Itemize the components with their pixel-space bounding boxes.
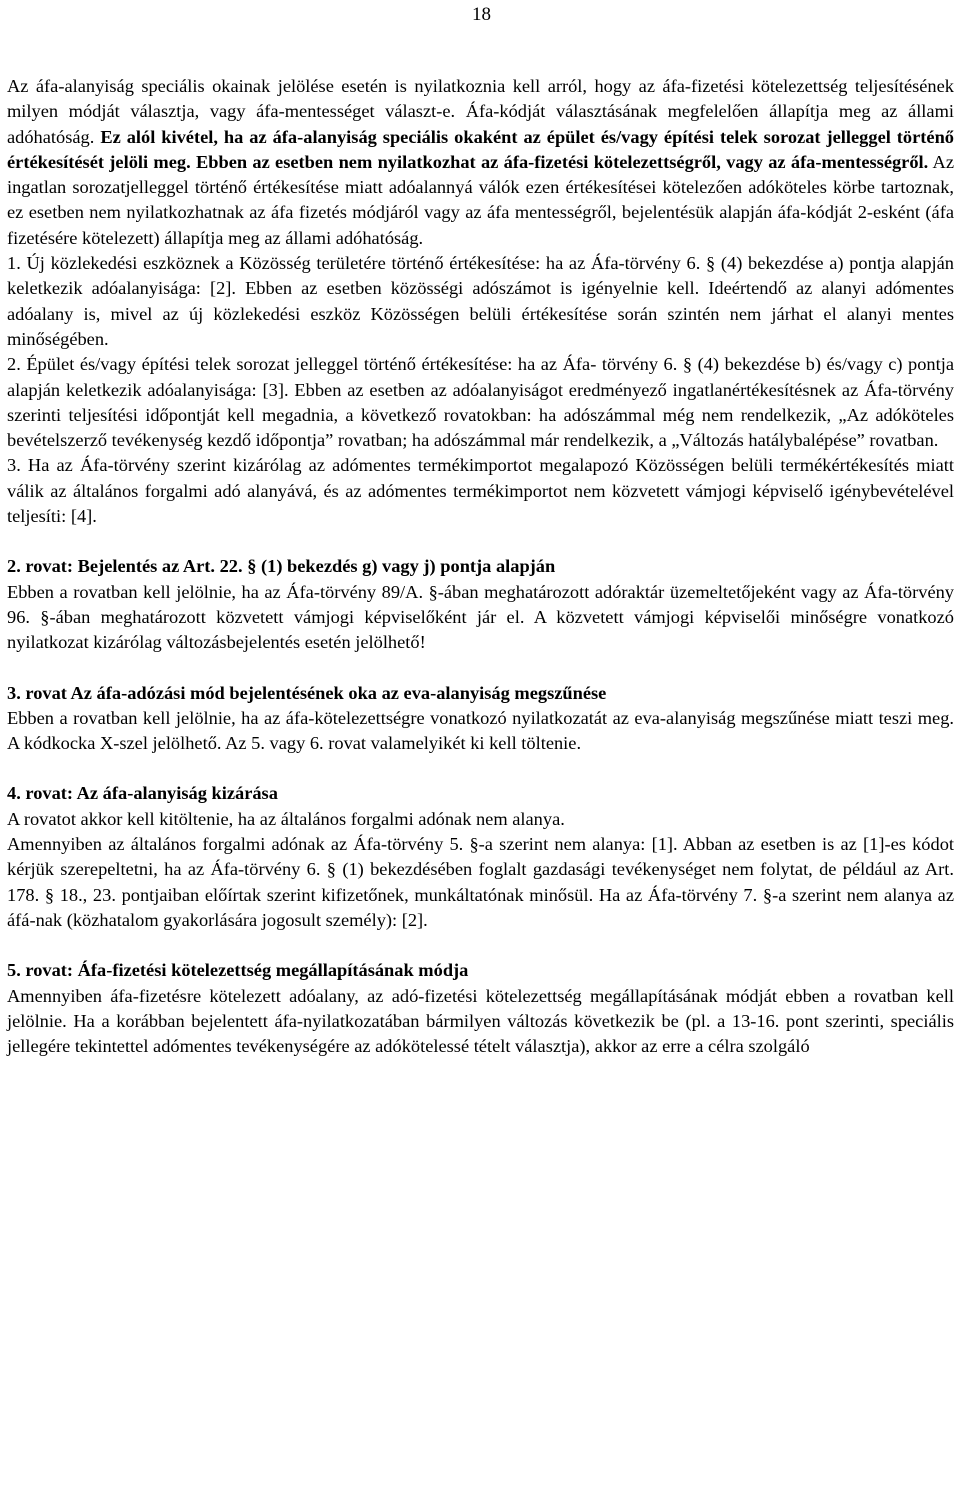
list-item-2: 2. Épület és/vagy építési telek sorozat jelleggel történő értékesítése: ha az Áfa- törvény 6. § (4) bekezdése b) és/vagy c) pontja alapján keletkezik adóalanyisága: [3]. Ebben az esetben az adóalanyiságot eredményező ingatlanértékesítésnek az Áfa-törvény szerinti teljesítési időpontját kell megadnia, a következő rovatokban: ha adószámmal még nem rendelkezik, „Az adóköteles bevételszerző tevékenység kezdő időpontja” rovatban; ha adószámmal már rendelkezik, a „Változás hatálybalépése” rovatban. (7, 354, 954, 451)
section-2-heading: 2. rovat: Bejelentés az Art. 22. § (1) bekezdés g) vagy j) pontja alapján (7, 556, 556, 577)
section-5-body: Amennyiben áfa-fizetésre kötelezett adóalany, az adó-fizetési kötelezettség megállapításának módját ebben a rovatban kell jelölnie. Ha a korábban bejelentett áfa-nyilatkozatában bármilyen változás következik be (pl. a 13-16. pont szerinti, speciális jellegére tekintettel adómentes tevékenységére az adókötelessé tételt választja), akkor az erre a célra szolgáló (7, 985, 954, 1057)
section-3-heading: 3. rovat Az áfa-adózási mód bejelentésének oka az eva-alanyiság megszűnése (7, 682, 607, 703)
section-3-body: Ebben a rovatban kell jelölnie, ha az áfa-kötelezettségre vonatkozó nyilatkozatát az eva-alanyiság megszűnése miatt teszi meg. A kódkocka X-szel jelölhető. Az 5. vagy 6. rovat valamelyikét ki kell töltenie. (7, 707, 954, 754)
spacer (7, 529, 954, 554)
document-body (7, 74, 954, 1059)
section-2-body: Ebben a rovatban kell jelölnie, ha az Áfa-törvény 89/A. §-ában meghatározott adóraktár üzemeltetőjeként vagy az Áfa-törvény 96. §-ában meghatározott közvetett vámjogi képviselőként jár el. A közvetett vámjogi képviselői minőségre vonatkozó nyilatkozat kizárólag változásbejelentés esetén jelölhető! (7, 581, 954, 653)
section-4-body: Amennyiben az általános forgalmi adónak az Áfa-törvény 5. §-a szerint nem alanya: [1]. Abban az esetben is az [1]-es kódot kérjük szerepeltetni, ha az Áfa-törvény 6. § (1) bekezdésében foglalt gazdasági tevékenységet nem folytat, de például az Art. 178. § 18., 23. pontjaiban előírtak szerint kifizetőnek, munkáltatónak minősül. Ha az Áfa-törvény 7. §-a szerint nem alanya az áfá-nak (közhatalom gyakorlására jogosult személy): [2]. (7, 834, 954, 930)
intro-text-continued: Az ingatlan sorozatjelleggel történő értékesítése miatt adóalannyá válók ezen értékesítései kötelezően adóköteles körbe tartoznak, ez esetben nem nyilatkozhatnak az áfa fizetés módjáról vagy az áfa mentességről, bejelentésük alapján áfa-kódját 2-esként (áfa fizetésére kötelezett) állapítja meg az állami adóhatóság. (7, 151, 954, 248)
section-4-heading: 4. rovat: Az áfa-alanyiság kizárása (7, 783, 278, 804)
spacer (7, 756, 954, 781)
section-5-heading: 5. rovat: Áfa-fizetési kötelezettség megállapításának módja (7, 960, 469, 981)
spacer (7, 656, 954, 681)
section-4-line-1: A rovatot akkor kell kitöltenie, ha az általános forgalmi adónak nem alanya. (7, 808, 565, 829)
page-number: 18 (472, 4, 491, 25)
intro-paragraph (7, 74, 954, 251)
spacer (7, 933, 954, 958)
intro-text: Az áfa-alanyiság speciális okainak jelölése esetén is nyilatkoznia kell arról, hogy az áfa-fizetési kötelezettség teljesítésének milyen módját választja, vagy áfa-mentességet választ-e. Áfa-kódját választásának megfelelően állapítja meg az állami adóhatóság. (7, 76, 954, 147)
intro-exception-bold: Ez alól kivétel, ha az áfa-alanyiság speciális okaként az épület és/vagy építési telek sorozat jelleggel történő értékesítését jelöli meg. Ebben az esetben nem nyilatkozhat az áfa-fizetési kötelezettségről, vagy az áfa-mentességről. (7, 126, 954, 172)
list-item-1: 1. Új közlekedési eszköznek a Közösség területére történő értékesítése: ha az Áfa-törvény 6. § (4) bekezdése a) pontja alapján keletkezik adóalanyisága: [2]. Ebben az esetben közösségi adószámot is igényelnie kell. Ideértendő az alanyi adómentes adóalany is, mivel az új közlekedési eszköz Közösségen belüli értékesítése során szintén nem járhat el alanyi mentes minőségében. (7, 253, 954, 349)
list-item-3: 3. Ha az Áfa-törvény szerint kizárólag az adómentes termékimportot megalapozó Közösségen belüli termékértékesítés miatt válik az általános forgalmi adó alanyává, és az adómentes termékimportot nem közvetett vámjogi képviselő igénybevételével teljesíti: [4]. (7, 455, 954, 527)
